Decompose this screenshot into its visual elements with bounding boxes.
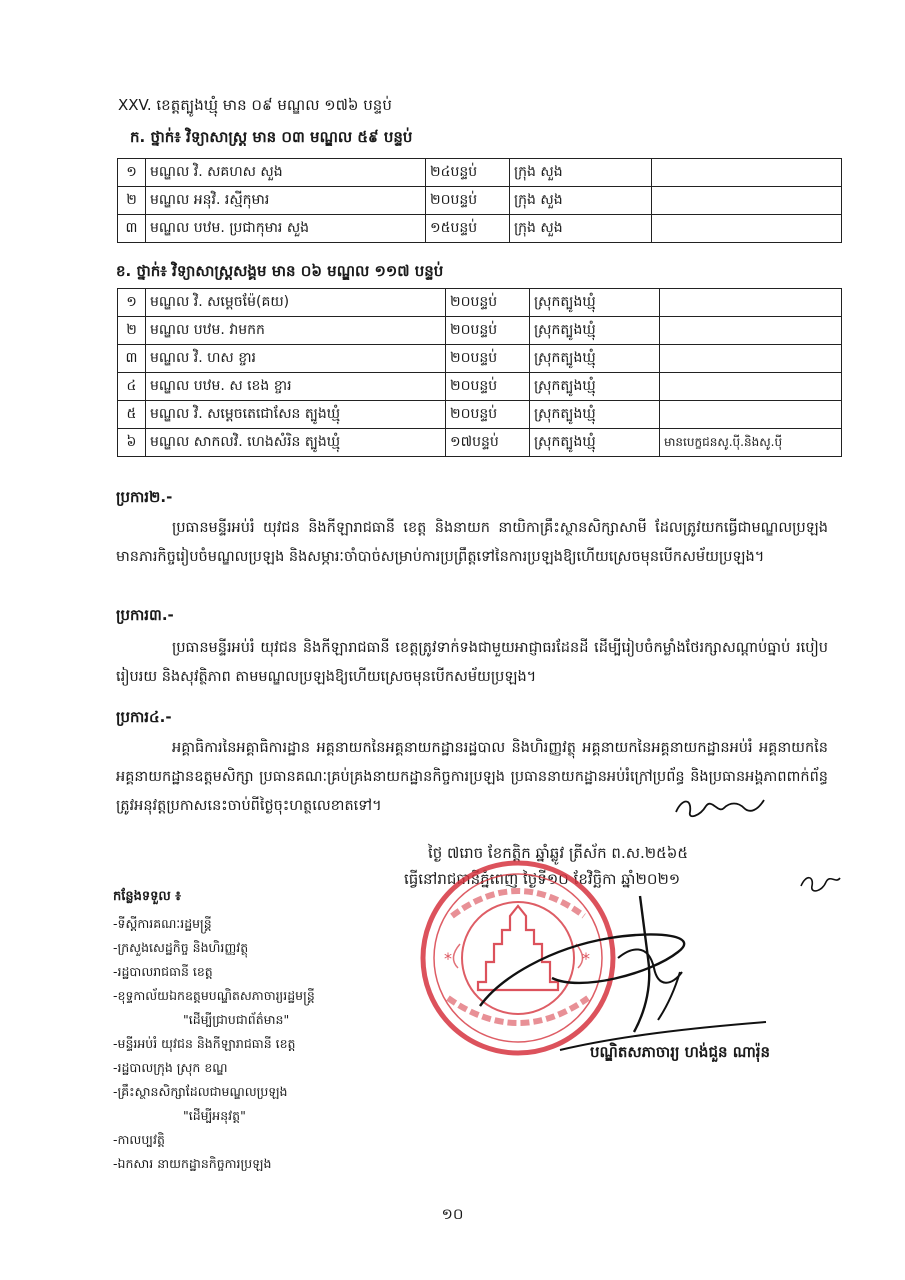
room-count: ២០បន្ទប់ <box>446 401 530 429</box>
list-item: "ដើម្បីជ្រាបជាព័ត៌មាន" <box>183 1012 290 1027</box>
table-row <box>118 373 842 401</box>
location: ស្រុកត្បូងឃ្មុំ <box>530 289 660 317</box>
signature-icon <box>470 888 770 1058</box>
location: ស្រុកត្បូងឃ្មុំ <box>530 317 660 345</box>
table-row <box>118 345 842 373</box>
location: ស្រុកត្បូងឃ្មុំ <box>530 373 660 401</box>
remark <box>652 159 842 187</box>
location: ស្រុកត្បូងឃ្មុំ <box>530 401 660 429</box>
province-heading: XXV. ខេត្តត្បូងឃ្មុំ មាន ០៩ មណ្ឌល ១៧៦ បន្ទប់ <box>118 96 392 114</box>
exam-center-name: មណ្ឌល សាកលវិ. ហេងសំរិន ត្បូងឃ្មុំ <box>146 429 446 457</box>
article-4-heading: ប្រការ៤.- <box>116 708 172 726</box>
article-2-heading: ប្រការ២.- <box>116 488 173 506</box>
row-number: ៣ <box>118 345 146 373</box>
table-row <box>118 317 842 345</box>
list-item: -កាលប្បវត្តិ <box>113 1132 165 1147</box>
table-row <box>118 401 842 429</box>
signer-name: បណ្ឌិតសភាចារ្យ ហង់ជួន ណារ៉ុន <box>590 1043 771 1061</box>
exam-center-name: មណ្ឌល វិ. សគហស សួង <box>146 159 426 187</box>
article-4-text: អគ្គាធិការនៃអគ្គាធិការដ្ឋាន អគ្គនាយកនៃអគ្គនាយកដ្ឋានរដ្ឋបាល និងហិរញ្ញវត្ថុ អគ្គនាយកនៃអគ្គនាយកដ្ឋានអប់រំ អគ្គនាយកនៃអគ្គនាយកដ្ឋានឧត្តមសិក្សា ប្រធានគណៈគ្រប់គ្រងនាយកដ្ឋានកិច្ចការប្រឡង ប្រធាននាយកដ្ឋានអប់រំក្រៅប្រព័ន្ធ និងប្រធានអង្គភាពពាក់ព័ន្ធ ត្រូវអនុវត្តប្រកាសនេះចាប់ពីថ្ងៃចុះហត្ថលេខាតទៅ។ <box>116 740 828 814</box>
list-item: -ទីស្តីការគណៈរដ្ឋមន្ត្រី <box>113 916 212 931</box>
list-item: -មន្ទីរអប់រំ យុវជន និងកីឡារាជធានី ខេត្ត <box>113 1036 296 1051</box>
initials-icon <box>798 870 842 896</box>
exam-center-name: មណ្ឌល អនុវិ. រស្មីកុមារ <box>146 187 426 215</box>
section-a-table <box>117 158 842 243</box>
section-b-heading: ខ. ថ្នាក់៖ វិទ្យាសាស្ត្រសង្គម មាន ០៦ មណ្ឌល ១១៧ បន្ទប់ <box>116 262 444 280</box>
row-number: ១ <box>118 289 146 317</box>
room-count: ១៧បន្ទប់ <box>446 429 530 457</box>
row-number: ២ <box>118 317 146 345</box>
list-item: -ឯកសារ នាយកដ្ឋានកិច្ចការប្រឡង <box>113 1156 272 1171</box>
row-number: ៤ <box>118 373 146 401</box>
list-item: -ខុទ្ទកាល័យឯកឧត្តមបណ្ឌិតសភាចារ្យរដ្ឋមន្ត្រី <box>113 988 315 1003</box>
table-row <box>118 429 842 457</box>
location: ស្រុកត្បូងឃ្មុំ <box>530 345 660 373</box>
table-row <box>118 289 842 317</box>
room-count: ២០បន្ទប់ <box>446 289 530 317</box>
list-item: -គ្រឹះស្ថានសិក្សាដែលជាមណ្ឌលប្រឡង <box>113 1084 288 1099</box>
recipients-list <box>113 912 315 1176</box>
exam-center-name: មណ្ឌល វិ. សម្តេចម៉ែ(គយ) <box>146 289 446 317</box>
article-2-text: ប្រធានមន្ទីរអប់រំ យុវជន និងកីឡារាជធានី ខេត្ត និងនាយក នាយិកាគ្រឹះស្ថានសិក្សាសាមី ដែលត្រូវយកធ្វើជាមណ្ឌលប្រឡង មានភារកិច្ចរៀបចំមណ្ឌលប្រឡង និងសម្ភារៈចាំបាច់សម្រាប់ការប្រព្រឹត្តទៅនៃការប្រឡងឱ្យហើយស្រេចមុនបើកសម័យប្រឡង។ <box>116 520 828 565</box>
remark <box>660 373 842 401</box>
remark <box>660 289 842 317</box>
exam-center-name: មណ្ឌល បឋម. វាមកក <box>146 317 446 345</box>
svg-text:*: * <box>444 949 452 968</box>
remark <box>660 345 842 373</box>
section-a-heading: ក. ថ្នាក់៖ វិទ្យាសាស្ត្រ មាន ០៣ មណ្ឌល ៥៩ បន្ទប់ <box>130 128 413 146</box>
row-number: ៣ <box>118 215 146 243</box>
remark <box>660 317 842 345</box>
list-item: "ដើម្បីអនុវត្ត" <box>183 1108 246 1123</box>
row-number: ៥ <box>118 401 146 429</box>
location: ក្រុង សួង <box>510 159 652 187</box>
article-3-text: ប្រធានមន្ទីរអប់រំ យុវជន និងកីឡារាជធានី ខេត្តត្រូវទាក់ទងជាមួយអាជ្ញាធរដែនដី ដើម្បីរៀបចំកម្លាំងថែរក្សាសណ្តាប់ធ្នាប់ របៀបរៀបរយ និងសុវត្ថិភាព តាមមណ្ឌលប្រឡងឱ្យហើយស្រេចមុនបើកសម័យប្រឡង។ <box>116 640 828 685</box>
lunar-date: ថ្ងៃ ៧រោច ខែកត្តិក ឆ្នាំឆ្លូវ ត្រីស័ក ព.ស.២៥៦៥ <box>428 844 688 862</box>
section-b-table <box>117 288 842 457</box>
solar-date: ធ្វើនៅរាជធានីភ្នំពេញ ថ្ងៃទី១០ ខែវិច្ឆិកា ឆ្នាំ២០២១ <box>404 870 681 888</box>
recipients-title: កន្លែងទទួល ៖ <box>113 889 182 904</box>
page-number: ១០ <box>441 1205 464 1223</box>
list-item: -រដ្ឋបាលរាជធានី ខេត្ត <box>113 964 213 979</box>
room-count: ២៤បន្ទប់ <box>426 159 510 187</box>
remark: មានបេក្ខជនសូ.ប៉ី.និងសូ.ប៉ី <box>660 429 842 457</box>
room-count: ២០បន្ទប់ <box>446 373 530 401</box>
exam-center-name: មណ្ឌល វិ. ហស ខ្ចារ <box>146 345 446 373</box>
remark <box>652 187 842 215</box>
exam-center-name: មណ្ឌល បឋម. ប្រជាកុមារ សួង <box>146 215 426 243</box>
room-count: ២០បន្ទប់ <box>426 187 510 215</box>
location: ស្រុកត្បូងឃ្មុំ <box>530 429 660 457</box>
table-row <box>118 215 842 243</box>
article-3-heading: ប្រការ៣.- <box>116 606 174 624</box>
row-number: ២ <box>118 187 146 215</box>
table-row <box>118 159 842 187</box>
list-item: -ក្រសួងសេដ្ឋកិច្ច និងហិរញ្ញវត្ថុ <box>113 940 249 955</box>
exam-center-name: មណ្ឌល វិ. សម្តេចតេជោសែន ត្បូងឃ្មុំ <box>146 401 446 429</box>
location: ក្រុង សួង <box>510 215 652 243</box>
remark <box>660 401 842 429</box>
remark <box>652 215 842 243</box>
row-number: ៦ <box>118 429 146 457</box>
list-item: -រដ្ឋបាលក្រុង ស្រុក ខណ្ឌ <box>113 1060 228 1075</box>
table-row <box>118 187 842 215</box>
room-count: ១៥បន្ទប់ <box>426 215 510 243</box>
room-count: ២០បន្ទប់ <box>446 317 530 345</box>
room-count: ២០បន្ទប់ <box>446 345 530 373</box>
location: ក្រុង សួង <box>510 187 652 215</box>
exam-center-name: មណ្ឌល បឋម. ស ខេង ខ្ចារ <box>146 373 446 401</box>
svg-text:*: * <box>582 949 590 968</box>
initials-icon <box>672 794 768 822</box>
row-number: ១ <box>118 159 146 187</box>
